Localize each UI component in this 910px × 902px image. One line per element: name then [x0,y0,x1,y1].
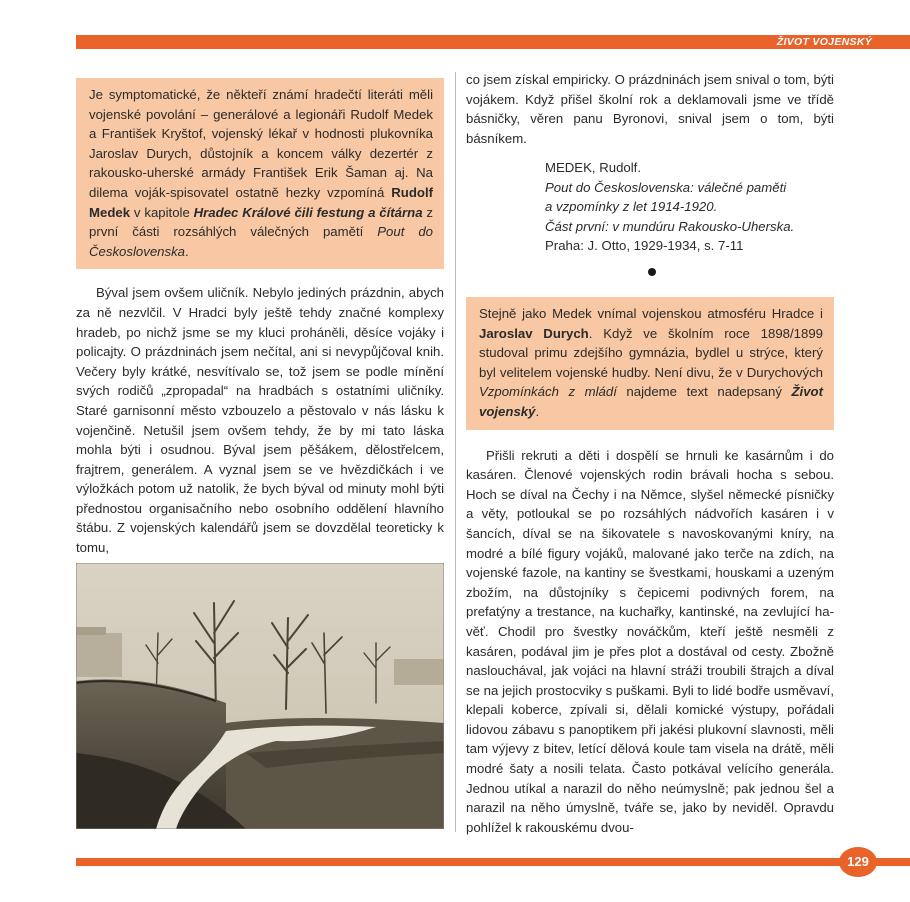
left-column [76,78,444,558]
separator-bullet [648,268,656,276]
right-body-paragraph: Přišli rekruti a děti i dospělí se hrnuli ke kasárnům i do kasáren. Členové vojenských rodin brávali hocha s sebou. Hoch se díval na Čechy i na Němce, slyšel německé písničky a věty, potloukal se po rozsáhlých nádvořích kasáren i v šancích, díval se na šikovatele s navoskovanými kníry, na modré a bílé figury vojáků, malované jako terče na zdích, na vojenské fazole, na kantiny se švestkami, houskami a uzeným zbožím, na důstojníky s čepicemi podivných forem, na prefatýny a trestance, na kuchařky, kantinské, na zevlující havěť. Chodil pro švestky nováčkům, kteří ještě nesměli z kasáren, podával jim je přes plot a dostával od cesty. Zbožně naslouchával, jak vojáci na hlavní stráži troubili štrajch a díval se na jejich prostocviky s puškami. Byli to lidé bodře usměvaví, klepali koberce, zpívali si, dělali komické výstupy, pořádali lidovou zábavu s panoptikem při jakési plukovní slavnosti, měli tam výjevy z bitev, letící dělová koule tam visela na drátě, měli modré šaty a nosili telata. Často potkával velícího generála. Jednou utíkal a narazil do něho neúmyslně; pak jednou šel a narazil na něho úmyslně, tváře se, jako by neviděl. Opravdu pohlížel k rakouskému dvou- [466,447,834,835]
citation-title-line-2: a vzpomínky z let 1914-1920. [545,199,718,215]
historic-fortification-photo [76,563,444,829]
citation-part: Část první: v mundúru Rakousko-Uherska. [545,218,795,234]
left-note-chapter-title: Hradec Králové čili festung a čítárna [193,204,423,220]
section-title: ŽIVOT VOJENSKÝ [776,36,872,48]
citation-title-line-1: Pout do Československa: válečné paměti [545,179,787,195]
right-note-text-title: Život vojenský [479,384,823,419]
left-body-paragraph: Býval jsem ovšem uličník. Nebylo jediných prázdnin, abych za ně nezvlčil. V Hradci byly ještě tehdy značné komplexy hradeb, po nichž jsme se my kluci proháněli, děsíce vojáky i policajty. O prázdninách jsem nečítal, ani si nevypůjčoval knih. Večery byly krátké, nesvítívalo se, tož jsem se podle mínění svých rodičů „zpropadal“ na hradbách s ostatními uličníky. Staré garnisonní město vzbouzelo a pěstovalo v nás lásku k vojenčině. Netušil jsem ovšem tehdy, že by mi tato láska mohla býti i osudnou. Býval jsem pěšákem, dělostřelcem, frajtrem, generálem. A vyznal jsem se ve hvězdičkách i ve výložkách potom už natolik, že bych býval od minuty mohl býti přednostou organisačního nebo osobního oddělení hlavního štábu. Z vojenských kalendářů jsem se dovzdělal teoreticky k tomu, [76,285,444,556]
bibliographic-citation [545,158,845,256]
right-note-box [466,297,834,430]
right-note-bold-name: Jaroslav Durych [479,325,589,341]
citation-author: MEDEK, Rudolf. [545,160,642,175]
left-note-text: Je symptomatické, že někteří známí hradečtí literáti měli vojenské povolání – generálové a legionáři Rudolf Medek a František Kryštof, vojenský lékař v hodnosti plukovníka Jaroslav Durych, důstojník a koncem války dezertér z rakousko-uherské armády František Erik Šaman aj. Na dilema voják-spisovatel ostatně hezky vzpomíná Rudolf Medek v kapitole Hradec Králové čili festung a čítárna z první části rozsáhlých válečných pamětí Pout do Československa. [89,87,433,259]
right-note-book-title: Vzpomínkách z mládí [479,384,617,400]
right-continuation-paragraph: co jsem získal empiricky. O prázdninách jsem snival o tom, býti vojákem. Když přišel školní rok a deklamovali jsme ve třídě básničky, věren panu Byronovi, snival jsem o tom, býti básníkem. [466,72,834,146]
page-number: 129 [847,854,869,869]
right-note-text: Stejně jako Medek vnímal vojenskou atmosféru Hradce i Jaroslav Durych. Když ve školním roce 1898/1899 studoval primu zdejšího gymnázia, bydlel u strýce, který byl velitelem vojenské hudby. Není divu, že v Durychových Vzpomínkách z mládí najdeme text nadepsaný Život vojenský. [479,306,824,419]
footer-bar [76,858,910,866]
column-divider [455,72,456,832]
citation-publisher: Praha: J. Otto, 1929-1934, s. 7-11 [545,238,744,254]
right-column-top [466,70,834,148]
right-column-bottom [466,297,834,837]
left-note-box [76,78,444,269]
left-note-book-title: Pout do Československa [89,224,433,259]
left-note-bold-name: Rudolf Medek [89,184,433,220]
